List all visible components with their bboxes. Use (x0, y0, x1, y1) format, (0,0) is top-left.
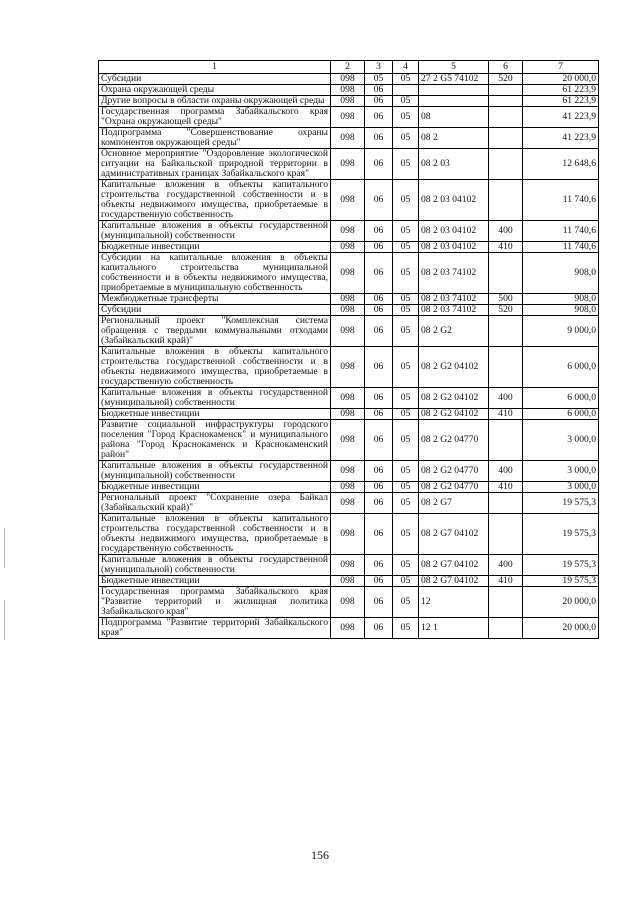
cell-ministry: 098 (331, 180, 365, 221)
cell-expense-type: 400 (489, 221, 523, 242)
header-col-3: 3 (365, 61, 393, 74)
cell-name: Капитальные вложения в объекты капитального строительства государственной собственности и в объекты недвижимого имущества, приобретаемые в государственную собственность (99, 347, 331, 388)
cell-expense-type: 410 (489, 242, 523, 253)
table-row (99, 420, 599, 461)
cell-section: 06 (365, 180, 393, 221)
cell-amount: 61 223,9 (523, 96, 599, 107)
cell-ministry: 098 (331, 85, 365, 96)
cell-amount: 19 575,3 (523, 493, 599, 514)
cell-name: Бюджетные инвестиции (99, 576, 331, 587)
table-row (99, 294, 599, 305)
cell-section: 06 (365, 149, 393, 180)
cell-name: Подпрограмма "Совершенствование охраны компонентов окружающей среды" (99, 128, 331, 149)
cell-amount: 12 648,6 (523, 149, 599, 180)
cell-target-article: 08 2 G2 04102 (419, 388, 489, 409)
cell-amount: 3 000,0 (523, 461, 599, 482)
page-number: 156 (311, 848, 329, 862)
cell-ministry: 098 (331, 253, 365, 294)
cell-section: 06 (365, 128, 393, 149)
cell-subsection: 05 (393, 107, 419, 128)
cell-subsection: 05 (393, 482, 419, 493)
cell-ministry: 098 (331, 388, 365, 409)
table-row (99, 587, 599, 618)
cell-ministry: 098 (331, 461, 365, 482)
cell-expense-type (489, 128, 523, 149)
cell-target-article: 08 2 03 74102 (419, 253, 489, 294)
cell-subsection: 05 (393, 305, 419, 316)
cell-target-article: 08 2 03 04102 (419, 221, 489, 242)
table-row (99, 253, 599, 294)
cell-subsection: 05 (393, 74, 419, 85)
table-header-row (99, 61, 599, 74)
table-row (99, 618, 599, 639)
cell-target-article: 08 2 G7 (419, 493, 489, 514)
cell-ministry: 098 (331, 242, 365, 253)
table-row (99, 128, 599, 149)
cell-subsection: 05 (393, 96, 419, 107)
cell-expense-type: 520 (489, 305, 523, 316)
table-row (99, 221, 599, 242)
cell-amount: 6 000,0 (523, 409, 599, 420)
cell-name: Капитальные вложения в объекты государственной (муниципальной) собственности (99, 555, 331, 576)
cell-subsection: 05 (393, 493, 419, 514)
cell-expense-type (489, 618, 523, 639)
header-col-5: 5 (419, 61, 489, 74)
cell-subsection: 05 (393, 221, 419, 242)
table-row (99, 85, 599, 96)
cell-section: 06 (365, 107, 393, 128)
cell-amount: 3 000,0 (523, 420, 599, 461)
cell-name: Бюджетные инвестиции (99, 242, 331, 253)
cell-section: 05 (365, 74, 393, 85)
table-row (99, 514, 599, 555)
cell-target-article: 08 2 G2 04102 (419, 409, 489, 420)
cell-subsection: 05 (393, 514, 419, 555)
table-row (99, 409, 599, 420)
table-row (99, 461, 599, 482)
cell-subsection: 05 (393, 149, 419, 180)
cell-section: 06 (365, 347, 393, 388)
cell-section: 06 (365, 242, 393, 253)
cell-subsection: 05 (393, 409, 419, 420)
cell-expense-type (489, 420, 523, 461)
table-row (99, 576, 599, 587)
cell-subsection (393, 85, 419, 96)
cell-ministry: 098 (331, 576, 365, 587)
cell-target-article: 08 2 03 (419, 149, 489, 180)
table-row (99, 305, 599, 316)
cell-amount: 41 223,9 (523, 128, 599, 149)
cell-section: 06 (365, 85, 393, 96)
cell-expense-type (489, 514, 523, 555)
cell-expense-type (489, 96, 523, 107)
cell-section: 06 (365, 388, 393, 409)
cell-subsection: 05 (393, 128, 419, 149)
cell-section: 06 (365, 253, 393, 294)
cell-amount: 11 740,6 (523, 242, 599, 253)
cell-section: 06 (365, 316, 393, 347)
cell-amount: 11 740,6 (523, 221, 599, 242)
cell-name: Бюджетные инвестиции (99, 409, 331, 420)
cell-name: Капитальные вложения в объекты государственной (муниципальной) собственности (99, 388, 331, 409)
cell-ministry: 098 (331, 96, 365, 107)
cell-target-article: 27 2 G5 74102 (419, 74, 489, 85)
cell-ministry: 098 (331, 587, 365, 618)
cell-name: Развитие социальной инфраструктуры городского поселения "Город Краснокаменск" и муниципального района "Город Краснокаменск и Краснокаменский район" (99, 420, 331, 461)
cell-expense-type (489, 107, 523, 128)
cell-ministry: 098 (331, 305, 365, 316)
cell-target-article (419, 85, 489, 96)
cell-expense-type: 400 (489, 555, 523, 576)
cell-amount: 19 575,3 (523, 555, 599, 576)
table-row (99, 347, 599, 388)
cell-subsection: 05 (393, 294, 419, 305)
table-row (99, 74, 599, 85)
cell-amount: 11 740,6 (523, 180, 599, 221)
cell-ministry: 098 (331, 221, 365, 242)
cell-subsection: 05 (393, 420, 419, 461)
cell-target-article: 12 (419, 587, 489, 618)
cell-expense-type: 410 (489, 576, 523, 587)
cell-section: 06 (365, 618, 393, 639)
cell-expense-type (489, 180, 523, 221)
cell-amount: 9 000,0 (523, 316, 599, 347)
cell-name: Государственная программа Забайкальского края "Развитие территорий и жилищная политика Забайкальского края" (99, 587, 331, 618)
cell-expense-type: 500 (489, 294, 523, 305)
cell-subsection: 05 (393, 388, 419, 409)
cell-amount: 20 000,0 (523, 74, 599, 85)
table-body (99, 74, 599, 639)
table-row (99, 180, 599, 221)
cell-name: Государственная программа Забайкальского края "Охрана окружающей среды" (99, 107, 331, 128)
cell-ministry: 098 (331, 482, 365, 493)
cell-target-article: 08 2 03 04102 (419, 242, 489, 253)
cell-subsection: 05 (393, 618, 419, 639)
cell-section: 06 (365, 461, 393, 482)
cell-name: Капитальные вложения в объекты государственной (муниципальной) собственности (99, 461, 331, 482)
cell-target-article: 08 2 (419, 128, 489, 149)
cell-amount: 20 000,0 (523, 618, 599, 639)
cell-amount: 41 223,9 (523, 107, 599, 128)
cell-ministry: 098 (331, 420, 365, 461)
cell-name: Другие вопросы в области охраны окружающей среды (99, 96, 331, 107)
cell-section: 06 (365, 409, 393, 420)
scan-artifact (4, 600, 5, 640)
header-col-4: 4 (393, 61, 419, 74)
cell-target-article: 08 2 03 74102 (419, 294, 489, 305)
cell-expense-type (489, 493, 523, 514)
cell-section: 06 (365, 420, 393, 461)
cell-expense-type: 400 (489, 461, 523, 482)
cell-ministry: 098 (331, 107, 365, 128)
table-row (99, 96, 599, 107)
header-col-2: 2 (331, 61, 365, 74)
cell-subsection: 05 (393, 347, 419, 388)
cell-name: Межбюджетные трансферты (99, 294, 331, 305)
cell-amount: 19 575,3 (523, 514, 599, 555)
cell-section: 06 (365, 294, 393, 305)
header-col-1: 1 (99, 61, 331, 74)
cell-section: 06 (365, 587, 393, 618)
cell-subsection: 05 (393, 253, 419, 294)
cell-name: Капитальные вложения в объекты капитального строительства государственной собственности и в объекты недвижимого имущества, приобретаемые в государственную собственность (99, 180, 331, 221)
cell-ministry: 098 (331, 316, 365, 347)
table-row (99, 316, 599, 347)
cell-name: Капитальные вложения в объекты государственной (муниципальной) собственности (99, 221, 331, 242)
cell-target-article: 08 2 03 04102 (419, 180, 489, 221)
cell-section: 06 (365, 493, 393, 514)
cell-section: 06 (365, 96, 393, 107)
cell-target-article: 08 (419, 107, 489, 128)
cell-target-article: 08 2 G7 04102 (419, 576, 489, 587)
cell-subsection: 05 (393, 180, 419, 221)
cell-expense-type (489, 149, 523, 180)
cell-amount: 20 000,0 (523, 587, 599, 618)
cell-expense-type (489, 587, 523, 618)
cell-subsection: 05 (393, 587, 419, 618)
cell-subsection: 05 (393, 316, 419, 347)
cell-target-article (419, 96, 489, 107)
table-row (99, 555, 599, 576)
cell-expense-type: 410 (489, 409, 523, 420)
table-row (99, 107, 599, 128)
cell-amount: 908,0 (523, 253, 599, 294)
table-row (99, 493, 599, 514)
cell-expense-type (489, 253, 523, 294)
cell-expense-type (489, 316, 523, 347)
cell-name: Субсидии (99, 74, 331, 85)
cell-ministry: 098 (331, 347, 365, 388)
table-row (99, 149, 599, 180)
cell-amount: 19 575,3 (523, 576, 599, 587)
cell-name: Основное мероприятие "Оздоровление экологической ситуации на Байкальской природной территории в административных границах Забайкальского края" (99, 149, 331, 180)
cell-section: 06 (365, 514, 393, 555)
cell-target-article: 08 2 G7 04102 (419, 514, 489, 555)
cell-ministry: 098 (331, 294, 365, 305)
cell-section: 06 (365, 221, 393, 242)
cell-subsection: 05 (393, 242, 419, 253)
cell-target-article: 08 2 G2 04770 (419, 482, 489, 493)
cell-amount: 908,0 (523, 294, 599, 305)
cell-expense-type (489, 347, 523, 388)
cell-ministry: 098 (331, 618, 365, 639)
cell-target-article: 08 2 G2 04770 (419, 420, 489, 461)
table-row (99, 388, 599, 409)
cell-expense-type: 520 (489, 74, 523, 85)
cell-expense-type (489, 85, 523, 96)
cell-subsection: 05 (393, 461, 419, 482)
cell-ministry: 098 (331, 555, 365, 576)
cell-ministry: 098 (331, 493, 365, 514)
cell-name: Капитальные вложения в объекты капитального строительства государственной собственности и в объекты недвижимого имущества, приобретаемые в государственную собственность (99, 514, 331, 555)
cell-target-article: 08 2 G7 04102 (419, 555, 489, 576)
cell-expense-type: 410 (489, 482, 523, 493)
cell-target-article: 08 2 G2 04770 (419, 461, 489, 482)
cell-name: Бюджетные инвестиции (99, 482, 331, 493)
cell-target-article: 12 1 (419, 618, 489, 639)
cell-target-article: 08 2 G2 04102 (419, 347, 489, 388)
cell-subsection: 05 (393, 576, 419, 587)
cell-target-article: 08 2 03 74102 (419, 305, 489, 316)
cell-amount: 908,0 (523, 305, 599, 316)
cell-name: Региональный проект "Сохранение озера Байкал (Забайкальский край)" (99, 493, 331, 514)
cell-amount: 6 000,0 (523, 388, 599, 409)
header-col-7: 7 (523, 61, 599, 74)
cell-ministry: 098 (331, 128, 365, 149)
cell-name: Подпрограмма "Развитие территорий Забайкальского края" (99, 618, 331, 639)
table-row (99, 482, 599, 493)
cell-amount: 6 000,0 (523, 347, 599, 388)
cell-amount: 3 000,0 (523, 482, 599, 493)
cell-subsection: 05 (393, 555, 419, 576)
cell-expense-type: 400 (489, 388, 523, 409)
scan-artifact (4, 528, 5, 568)
budget-table (98, 60, 599, 639)
cell-name: Субсидии на капитальные вложения в объекты капитального строительства муниципальной собственности и в объекты недвижимого имущества, приобретаемые в муниципальную собственность (99, 253, 331, 294)
cell-target-article: 08 2 G2 (419, 316, 489, 347)
cell-name: Субсидии (99, 305, 331, 316)
header-col-6: 6 (489, 61, 523, 74)
cell-section: 06 (365, 482, 393, 493)
cell-section: 06 (365, 305, 393, 316)
cell-section: 06 (365, 576, 393, 587)
cell-name: Охрана окружающей среды (99, 85, 331, 96)
cell-ministry: 098 (331, 74, 365, 85)
cell-ministry: 098 (331, 149, 365, 180)
table-row (99, 242, 599, 253)
cell-amount: 61 223,9 (523, 85, 599, 96)
cell-ministry: 098 (331, 409, 365, 420)
cell-section: 06 (365, 555, 393, 576)
cell-ministry: 098 (331, 514, 365, 555)
cell-name: Региональный проект "Комплексная система обращения с твердыми коммунальными отходами (Забайкальский край)" (99, 316, 331, 347)
